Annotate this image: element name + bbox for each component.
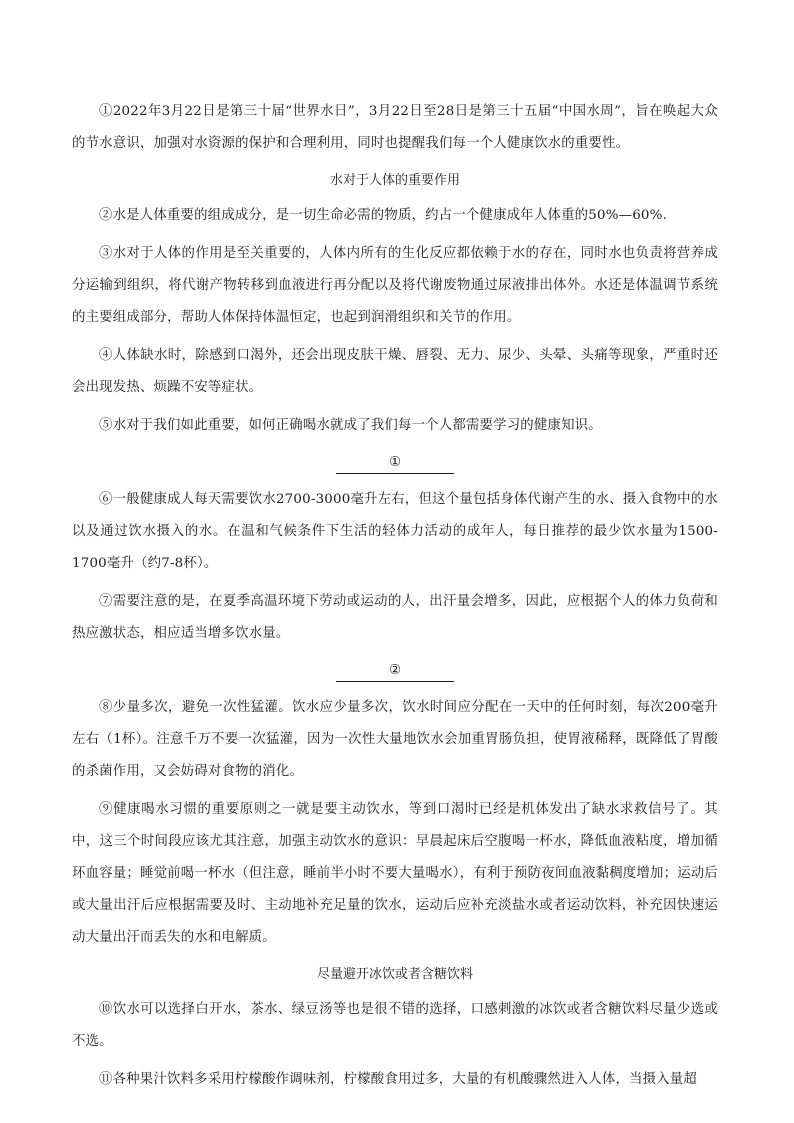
blank-heading-1 <box>72 448 718 478</box>
article <box>72 96 718 1102</box>
paragraph-4: ④人体缺水时，除感到口渴外，还会出现皮肤干燥、唇裂、无力、尿少、头晕、头痛等现象，严重时还会出现发热、烦躁不安等症状。 <box>72 348 718 395</box>
blank-heading-2-number: ② <box>336 661 454 682</box>
blank-heading-1-number: ① <box>336 453 454 474</box>
paragraph-1: ①2022年3月22日是第三十届“世界水日”，3月22日至28日是第三十五届“中国水周”，旨在唤起大众的节水意识，加强对水资源的保护和合理利用，同时也提醒我们每一个人健康饮水的重要性。 <box>72 104 718 151</box>
section-heading-importance: 水对于人体的重要作用 <box>329 173 460 188</box>
paragraph-6: ⑥一般健康成人每天需要饮水2700-3000毫升左右，但这个量包括身体代谢产生的水、摄入食物中的水以及通过饮水摄入的水。在温和气候条件下生活的轻体力活动的成年人，每日推荐的最少饮水量为1500-1700毫升（约7-8杯）。 <box>72 492 718 571</box>
paragraph-2: ②水是人体重要的组成成分，是一切生命必需的物质，约占一个健康成年人体重的50%—60%. <box>99 208 668 223</box>
paragraph-7: ⑦需要注意的是，在夏季高温环境下劳动或运动的人，出汗量会增多，因此，应根据个人的体力负荷和热应激状态，相应适当增多饮水量。 <box>72 594 718 641</box>
paragraph-5: ⑤水对于我们如此重要，如何正确喝水就成了我们每一个人都需要学习的健康知识。 <box>99 418 602 433</box>
paragraph-10: ⑩饮水可以选择白开水，茶水、绿豆汤等也是很不错的选择，口感刺激的冰饮或者含糖饮料尽量少选或不选。 <box>72 1002 718 1049</box>
paragraph-11: ⑪各种果汁饮料多采用柠檬酸作调味剂，柠檬酸食用过多，大量的有机酸骤然进入人体，当摄入量超 <box>99 1072 697 1087</box>
paragraph-3: ③水对于人体的作用是至关重要的，人体内所有的生化反应都依赖于水的存在，同时水也负责将营养成分运输到组织，将代谢产物转移到血液进行再分配以及将代谢废物通过尿液排出体外。水还是体温调节系统的主要组成部分，帮助人体保持体温恒定，也起到润滑组织和关节的作用。 <box>72 246 718 325</box>
paragraph-9: ⑨健康喝水习惯的重要原则之一就是要主动饮水，等到口渴时已经是机体发出了缺水求救信号了。其中，这三个时间段应该尤其注意，加强主动饮水的意识：早晨起床后空腹喝一杯水，降低血液粘度，增加循环血容量；睡觉前喝一杯水（但注意，睡前半小时不要大量喝水），有利于预防夜间血液黏稠度增加；运动后或大量出汗后应根据需要及时、主动地补充足量的饮水，运动后应补充淡盐水或者运动饮料，补充因快速运动大量出汗而丢失的水和电解质。 <box>72 802 718 945</box>
blank-heading-2 <box>72 656 718 686</box>
paragraph-8: ⑧少量多次，避免一次性猛灌。饮水应少量多次，饮水时间应分配在一天中的任何时刻，每次200毫升左右（1杯）。注意千万不要一次猛灌，因为一次性大量地饮水会加重胃肠负担，使胃液稀释，既降低了胃酸的杀菌作用，又会妨碍对食物的消化。 <box>72 700 718 779</box>
section-heading-drinks: 尽量避开冰饮或者含糖饮料 <box>316 967 473 982</box>
